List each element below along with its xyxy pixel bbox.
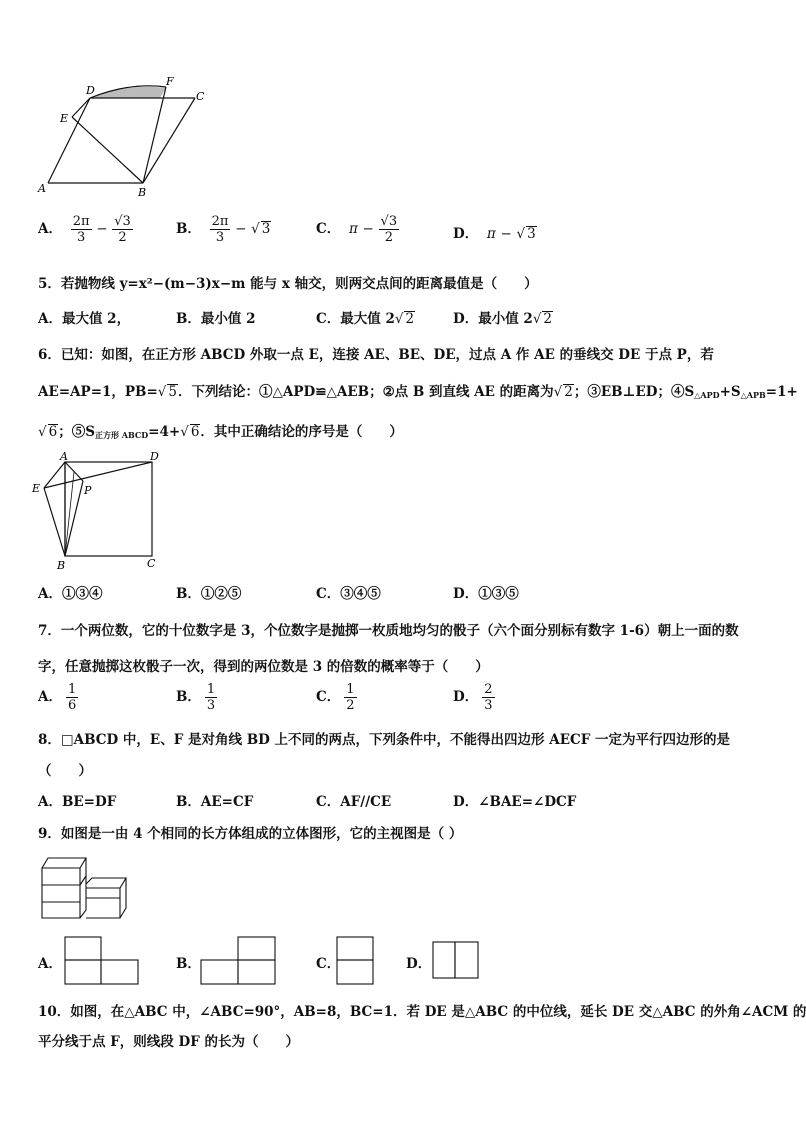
option-label: B．	[176, 221, 201, 237]
q9-option-a-figure	[62, 935, 142, 987]
point-label-e: E	[60, 112, 69, 125]
q9-option-a[interactable]	[38, 952, 62, 972]
text-run: =1+	[765, 384, 798, 400]
q7-option-b[interactable]	[176, 682, 217, 713]
q6-option-c[interactable]	[316, 582, 381, 602]
option-text: BE=DF	[61, 794, 117, 810]
q7-option-a[interactable]	[38, 682, 78, 713]
q5-option-a[interactable]	[38, 307, 130, 327]
q10-stem-line2: 平分线于点 F，则线段 DF 的长为（ ）	[38, 1034, 299, 1050]
option-text: ①②⑤	[200, 586, 242, 602]
option-label: B．	[176, 689, 201, 705]
numerator: √3	[114, 214, 131, 229]
option-label: C．	[316, 311, 341, 327]
denominator: 2	[118, 230, 127, 245]
text-run: +S	[719, 384, 741, 400]
option-label: D．	[453, 689, 479, 705]
minus-sign: −	[500, 226, 512, 242]
option-label: C．	[316, 221, 341, 237]
q8-stem-line1: 8．□ABCD 中，E、F 是对角线 BD 上不同的两点，下列条件中，不能得出四边形 AECF 一定为平行四边形的是	[38, 732, 731, 748]
radicand: 6	[190, 424, 200, 440]
sqrt-sign: √	[394, 311, 404, 327]
option-label: C．	[316, 956, 341, 972]
figure-q9-solid	[36, 850, 136, 925]
q6-stem-line2	[38, 380, 798, 400]
point-label-b: B	[138, 186, 147, 199]
option-label: A．	[38, 794, 62, 810]
point-label-a: A	[60, 450, 68, 463]
pi-symbol: π	[486, 226, 496, 242]
numerator: 1	[206, 682, 216, 697]
denominator: 2	[384, 230, 393, 245]
option-label: A．	[38, 586, 62, 602]
numerator: 1	[346, 682, 355, 697]
minus-sign: −	[235, 221, 247, 237]
sqrt-sign: √	[38, 424, 47, 440]
figure-q6-square	[30, 450, 170, 575]
sqrt-sign: √	[553, 384, 563, 400]
q6-option-d[interactable]	[453, 582, 519, 602]
option-label: C．	[316, 689, 341, 705]
q9-option-b-figure	[198, 935, 278, 987]
minus-sign: −	[362, 221, 374, 237]
q7-stem-line2: 字，任意抛掷这枚骰子一次，得到的两位数是 3 的倍数的概率等于（ ）	[38, 659, 489, 675]
radicand: 2	[405, 311, 415, 327]
option-label: A．	[38, 689, 62, 705]
q8-option-a[interactable]	[38, 790, 116, 810]
text-run: ．下列结论：①△APD≌△AEB；②点 B 到直线 AE 的距离为	[177, 384, 554, 400]
numerator: 2π	[72, 214, 90, 229]
q6-option-a[interactable]	[38, 582, 102, 602]
q8-option-b[interactable]	[176, 790, 253, 810]
option-label: D．	[453, 226, 479, 242]
q6-stem-line3	[38, 420, 403, 441]
sqrt-sign: √	[180, 424, 189, 440]
q8-option-d[interactable]	[453, 790, 576, 810]
fraction	[71, 214, 92, 245]
option-label: A．	[38, 221, 62, 237]
fraction	[205, 682, 217, 713]
subscript: △APD	[694, 390, 720, 400]
fraction	[344, 682, 356, 713]
text-run: ；③EB⊥ED；④S	[573, 384, 695, 400]
numerator: √3	[380, 214, 398, 229]
sqrt-sign: √	[532, 311, 542, 327]
denominator: 3	[215, 230, 225, 245]
subscript: 正方形 ABCD	[94, 430, 149, 440]
option-label: C．	[316, 794, 341, 810]
denominator: 3	[76, 230, 86, 245]
q6-option-b[interactable]	[176, 582, 241, 602]
q9-option-c-figure	[334, 935, 378, 987]
option-text: ∠BAE=∠DCF	[478, 794, 577, 810]
denominator: 2	[346, 698, 355, 713]
point-label-d: D	[150, 450, 159, 463]
option-text: 最小值 2	[200, 311, 256, 327]
fraction	[112, 214, 133, 245]
point-label-e: E	[32, 482, 41, 495]
option-label: A．	[38, 956, 62, 972]
point-label-d: D	[86, 84, 95, 97]
option-label: B．	[176, 586, 201, 602]
option-text: ①③⑤	[478, 586, 519, 602]
option-text: 最小值 2	[478, 311, 533, 327]
q9-option-d[interactable]	[406, 952, 431, 972]
subscript: △APB	[740, 390, 766, 400]
radicand: 2	[543, 311, 553, 327]
radicand: 3	[261, 221, 271, 237]
option-label: D．	[453, 586, 479, 602]
point-label-a: A	[38, 182, 46, 195]
q7-option-d[interactable]	[453, 682, 495, 713]
fraction	[66, 682, 78, 713]
q10-stem-line1: 10．如图，在△ABC 中，∠ABC=90°，AB=8，BC=1．若 DE 是△ABC 的中位线，延长 DE 交△ABC 的外角∠ACM 的	[38, 1004, 806, 1020]
option-label: D．	[453, 794, 479, 810]
denominator: 3	[206, 698, 216, 713]
point-label-c: C	[196, 90, 205, 103]
figure-q4-rhombus	[30, 70, 230, 200]
text-run: AE=AP=1，PB=	[38, 384, 158, 400]
pi-symbol: π	[348, 221, 358, 237]
q8-option-c[interactable]	[316, 790, 391, 810]
sqrt-sign: √	[516, 226, 526, 242]
q9-option-d-figure	[430, 940, 482, 982]
sqrt-sign: √	[157, 384, 167, 400]
radicand: 3	[527, 226, 536, 242]
text-run: ；⑤S	[58, 424, 95, 440]
point-label-c: C	[147, 557, 156, 570]
denominator: 6	[67, 698, 77, 713]
q9-stem: 9．如图是一由 4 个相同的长方体组成的立体图形，它的主视图是（ ）	[38, 826, 463, 842]
option-label: B．	[176, 956, 201, 972]
point-label-f: F	[166, 75, 174, 88]
q5-stem: 5．若抛物线 y=x²−(m−3)x−m 能与 x 轴交，则两交点间的距离最值是（ ）	[38, 276, 538, 292]
option-label: A．	[38, 311, 62, 327]
point-label-p: P	[84, 484, 92, 497]
q4-option-b[interactable]	[176, 214, 271, 245]
q4-option-d[interactable]	[453, 222, 537, 242]
q6-stem-line1: 6．已知：如图，在正方形 ABCD 外取一点 E，连接 AE、BE、DE，过点 A 作 AE 的垂线交 DE 于点 P，若	[38, 347, 714, 363]
minus-sign: −	[96, 221, 108, 237]
q7-option-c[interactable]	[316, 682, 357, 713]
radicand: 6	[48, 424, 58, 440]
q5-option-b[interactable]	[176, 307, 256, 327]
q4-option-a[interactable]	[38, 214, 133, 245]
q7-stem-line1: 7．一个两位数，它的十位数字是 3，个位数字是抛掷一枚质地均匀的骰子（六个面分别标有数字 1-6）朝上一面的数	[38, 623, 739, 639]
sqrt-sign: √	[251, 221, 260, 237]
option-label: B．	[176, 794, 201, 810]
numerator: 2π	[211, 214, 229, 229]
text-run: =4+	[148, 424, 181, 440]
numerator: 1	[67, 682, 77, 697]
radicand: 5	[168, 384, 177, 400]
option-text: ③④⑤	[340, 586, 381, 602]
fraction	[210, 214, 231, 245]
fraction	[379, 214, 400, 245]
option-label: C．	[316, 586, 341, 602]
option-label: D．	[406, 956, 432, 972]
point-label-b: B	[57, 559, 66, 572]
option-label: D．	[453, 311, 479, 327]
option-label: B．	[176, 311, 201, 327]
denominator: 3	[484, 698, 493, 713]
option-text: 最大值 2	[340, 311, 395, 327]
q5-option-d[interactable]	[453, 307, 553, 327]
option-text: AF//CE	[340, 794, 392, 810]
fraction	[482, 682, 494, 713]
text-run: ．其中正确结论的序号是（ ）	[200, 424, 403, 440]
option-text: AE=CF	[200, 794, 254, 810]
option-text: ①③④	[61, 586, 103, 602]
option-text: 最大值 2，	[61, 311, 131, 327]
q8-stem-line2: （ ）	[38, 763, 92, 779]
q5-option-c[interactable]	[316, 307, 415, 327]
q4-option-c[interactable]	[316, 214, 399, 245]
numerator: 2	[484, 682, 493, 697]
radicand: 2	[564, 384, 573, 400]
